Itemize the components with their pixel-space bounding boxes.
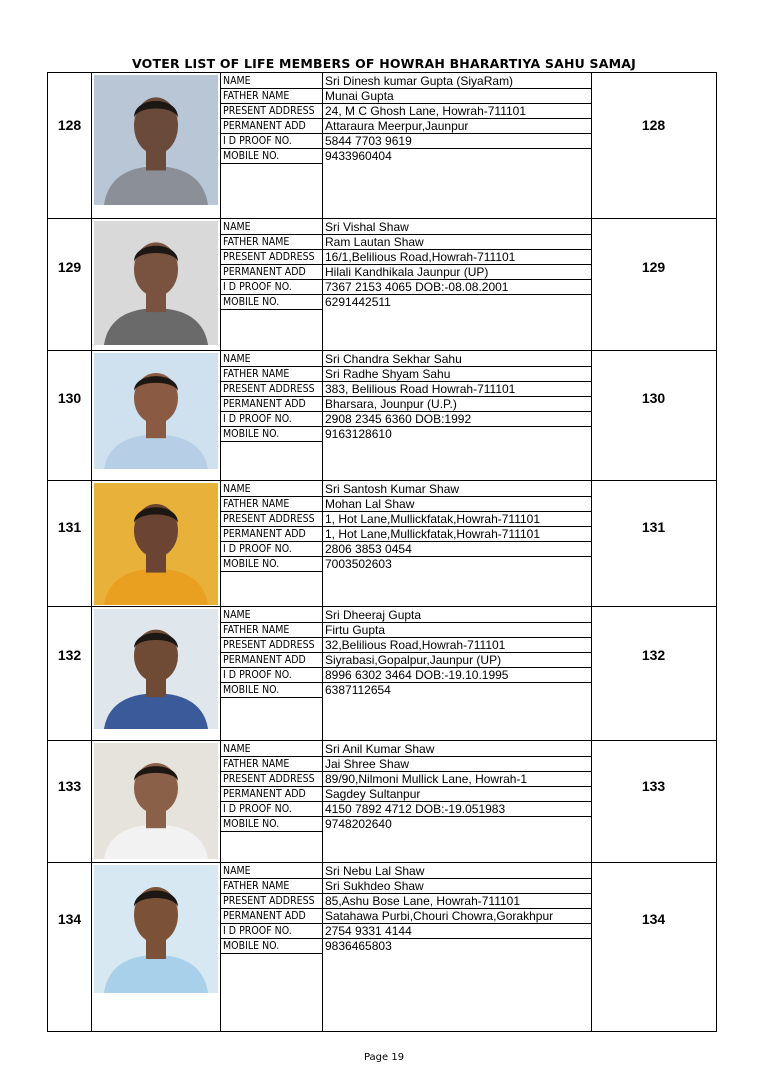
field-value-idproof: 5844 7703 9619 <box>325 134 412 148</box>
row-divider <box>220 667 591 668</box>
row-divider <box>220 133 591 134</box>
row-divider <box>220 411 591 412</box>
row-divider <box>220 816 591 817</box>
field-value-father: Firtu Gupta <box>325 623 386 637</box>
field-value-mobile: 9748202640 <box>325 817 392 831</box>
serial-number: 134 <box>57 911 82 927</box>
field-value-idproof: 2908 2345 6360 DOB:1992 <box>325 412 472 426</box>
field-label-name: NAME <box>223 75 251 87</box>
row-divider <box>220 682 591 683</box>
row-divider <box>220 697 322 698</box>
row-divider <box>220 148 591 149</box>
field-value-present: 383, Belilious Road Howrah-711101 <box>325 382 516 396</box>
field-value-present: 16/1,Belilious Road,Howrah-711101 <box>325 250 516 264</box>
field-label-father: FATHER NAME <box>223 758 290 770</box>
field-value-idproof: 4150 7892 4712 DOB:-19.051983 <box>325 802 506 816</box>
row-divider <box>220 771 591 772</box>
field-value-present: 32,Belilious Road,Howrah-711101 <box>325 638 506 652</box>
field-value-name: Sri Dheeraj Gupta <box>325 608 422 622</box>
row-divider <box>220 893 591 894</box>
row-divider <box>220 571 322 572</box>
field-value-name: Sri Anil Kumar Shaw <box>325 742 435 756</box>
field-label-present: PRESENT ADDRESS <box>223 105 315 117</box>
field-value-father: Jai Shree Shaw <box>325 757 410 771</box>
row-divider <box>220 511 591 512</box>
field-label-name: NAME <box>223 483 251 495</box>
field-label-mobile: MOBILE NO. <box>223 296 280 308</box>
row-divider <box>220 923 591 924</box>
field-label-father: FATHER NAME <box>223 368 290 380</box>
row-divider <box>220 878 591 879</box>
row-divider <box>220 234 591 235</box>
serial-number-right: 132 <box>641 647 666 663</box>
member-photo <box>94 353 218 469</box>
member-photo <box>94 865 218 993</box>
voter-record <box>48 607 716 741</box>
field-label-permanent: PERMANENT ADD <box>223 266 306 278</box>
row-divider <box>220 426 591 427</box>
row-divider <box>220 366 591 367</box>
field-value-idproof: 8996 6302 3464 DOB:-19.10.1995 <box>325 668 509 682</box>
field-label-father: FATHER NAME <box>223 90 290 102</box>
member-photo <box>94 221 218 345</box>
field-label-idproof: I D PROOF NO. <box>223 925 292 937</box>
field-label-idproof: I D PROOF NO. <box>223 413 292 425</box>
field-label-mobile: MOBILE NO. <box>223 940 280 952</box>
member-photo <box>94 743 218 859</box>
field-value-present: 24, M C Ghosh Lane, Howrah-711101 <box>325 104 527 118</box>
field-label-father: FATHER NAME <box>223 624 290 636</box>
field-label-present: PRESENT ADDRESS <box>223 773 315 785</box>
field-label-father: FATHER NAME <box>223 498 290 510</box>
field-value-permanent: 1, Hot Lane,Mullickfatak,Howrah-711101 <box>325 527 541 541</box>
row-divider <box>220 622 591 623</box>
field-value-mobile: 6387112654 <box>325 683 391 697</box>
page-title: VOTER LIST OF LIFE MEMBERS OF HOWRAH BHARARTIYA SAHU SAMAJ <box>132 56 636 71</box>
row-divider <box>220 396 591 397</box>
field-value-father: Ram Lautan Shaw <box>325 235 424 249</box>
field-label-name: NAME <box>223 353 251 365</box>
field-label-permanent: PERMANENT ADD <box>223 398 306 410</box>
field-label-present: PRESENT ADDRESS <box>223 895 315 907</box>
field-value-mobile: 6291442511 <box>325 295 391 309</box>
field-value-mobile: 9163128610 <box>325 427 392 441</box>
serial-number-right: 131 <box>641 519 666 535</box>
row-divider <box>220 801 591 802</box>
row-divider <box>220 526 591 527</box>
row-divider <box>220 652 591 653</box>
field-value-name: Sri Nebu Lal Shaw <box>325 864 425 878</box>
row-divider <box>220 938 591 939</box>
row-divider <box>220 496 591 497</box>
field-label-idproof: I D PROOF NO. <box>223 135 292 147</box>
serial-number: 128 <box>57 117 82 133</box>
field-label-present: PRESENT ADDRESS <box>223 639 315 651</box>
page-number: Page 19 <box>363 1052 405 1063</box>
field-value-permanent: Attaraura Meerpur,Jaunpur <box>325 119 469 133</box>
voter-record <box>48 481 716 607</box>
member-photo <box>94 483 218 605</box>
field-value-name: Sri Dinesh kumar Gupta (SiyaRam) <box>325 74 514 88</box>
field-value-idproof: 2806 3853 0454 <box>325 542 412 556</box>
serial-number-right: 134 <box>641 911 666 927</box>
field-label-permanent: PERMANENT ADD <box>223 528 306 540</box>
field-label-name: NAME <box>223 743 251 755</box>
serial-number-right: 133 <box>641 778 666 794</box>
field-label-name: NAME <box>223 221 251 233</box>
field-value-present: 85,Ashu Bose Lane, Howrah-711101 <box>325 894 521 908</box>
field-label-permanent: PERMANENT ADD <box>223 788 306 800</box>
field-label-idproof: I D PROOF NO. <box>223 543 292 555</box>
field-value-father: Mohan Lal Shaw <box>325 497 415 511</box>
field-value-present: 1, Hot Lane,Mullickfatak,Howrah-711101 <box>325 512 541 526</box>
field-label-father: FATHER NAME <box>223 880 290 892</box>
voter-record <box>48 219 716 351</box>
row-divider <box>220 637 591 638</box>
row-divider <box>220 294 591 295</box>
field-label-idproof: I D PROOF NO. <box>223 669 292 681</box>
row-divider <box>220 786 591 787</box>
field-value-permanent: Bharsara, Jounpur (U.P.) <box>325 397 457 411</box>
field-value-mobile: 7003502603 <box>325 557 392 571</box>
field-label-mobile: MOBILE NO. <box>223 428 280 440</box>
field-label-name: NAME <box>223 865 251 877</box>
field-value-name: Sri Chandra Sekhar Sahu <box>325 352 462 366</box>
row-divider <box>220 381 591 382</box>
field-value-permanent: Hilali Kandhikala Jaunpur (UP) <box>325 265 489 279</box>
field-value-father: Sri Radhe Shyam Sahu <box>325 367 451 381</box>
serial-number: 130 <box>57 390 82 406</box>
field-label-present: PRESENT ADDRESS <box>223 383 315 395</box>
serial-number-right: 130 <box>641 390 666 406</box>
serial-number-right: 129 <box>641 259 666 275</box>
row-divider <box>220 953 322 954</box>
field-label-present: PRESENT ADDRESS <box>223 251 315 263</box>
field-label-mobile: MOBILE NO. <box>223 558 280 570</box>
field-value-mobile: 9433960404 <box>325 149 392 163</box>
field-label-father: FATHER NAME <box>223 236 290 248</box>
field-label-mobile: MOBILE NO. <box>223 150 280 162</box>
row-divider <box>220 163 322 164</box>
field-label-idproof: I D PROOF NO. <box>223 803 292 815</box>
field-label-permanent: PERMANENT ADD <box>223 120 306 132</box>
field-value-idproof: 7367 2153 4065 DOB:-08.08.2001 <box>325 280 509 294</box>
field-value-permanent: Sagdey Sultanpur <box>325 787 421 801</box>
row-divider <box>220 88 591 89</box>
field-value-idproof: 2754 9331 4144 <box>325 924 412 938</box>
field-label-idproof: I D PROOF NO. <box>223 281 292 293</box>
serial-number: 133 <box>57 778 82 794</box>
field-value-permanent: Satahawa Purbi,Chouri Chowra,Gorakhpur <box>325 909 554 923</box>
row-divider <box>220 249 591 250</box>
row-divider <box>220 756 591 757</box>
serial-number: 132 <box>57 647 82 663</box>
member-photo <box>94 609 218 729</box>
field-label-name: NAME <box>223 609 251 621</box>
serial-number: 129 <box>57 259 82 275</box>
voter-table <box>47 72 717 1032</box>
field-value-father: Munai Gupta <box>325 89 394 103</box>
field-value-father: Sri Sukhdeo Shaw <box>325 879 424 893</box>
field-value-permanent: Siyrabasi,Gopalpur,Jaunpur (UP) <box>325 653 502 667</box>
row-divider <box>220 309 322 310</box>
row-divider <box>220 541 591 542</box>
row-divider <box>220 118 591 119</box>
voter-record <box>48 741 716 863</box>
voter-record <box>48 73 716 219</box>
field-value-name: Sri Santosh Kumar Shaw <box>325 482 460 496</box>
field-label-present: PRESENT ADDRESS <box>223 513 315 525</box>
row-divider <box>220 279 591 280</box>
serial-number-right: 128 <box>641 117 666 133</box>
voter-record <box>48 863 716 1033</box>
row-divider <box>220 908 591 909</box>
serial-number: 131 <box>57 519 82 535</box>
member-photo <box>94 75 218 205</box>
field-label-mobile: MOBILE NO. <box>223 684 280 696</box>
field-label-permanent: PERMANENT ADD <box>223 654 306 666</box>
field-label-mobile: MOBILE NO. <box>223 818 280 830</box>
row-divider <box>220 556 591 557</box>
row-divider <box>220 441 322 442</box>
field-label-permanent: PERMANENT ADD <box>223 910 306 922</box>
row-divider <box>220 103 591 104</box>
field-value-present: 89/90,Nilmoni Mullick Lane, Howrah-1 <box>325 772 528 786</box>
field-value-mobile: 9836465803 <box>325 939 392 953</box>
voter-record <box>48 351 716 481</box>
field-value-name: Sri Vishal Shaw <box>325 220 409 234</box>
row-divider <box>220 264 591 265</box>
row-divider <box>220 831 322 832</box>
